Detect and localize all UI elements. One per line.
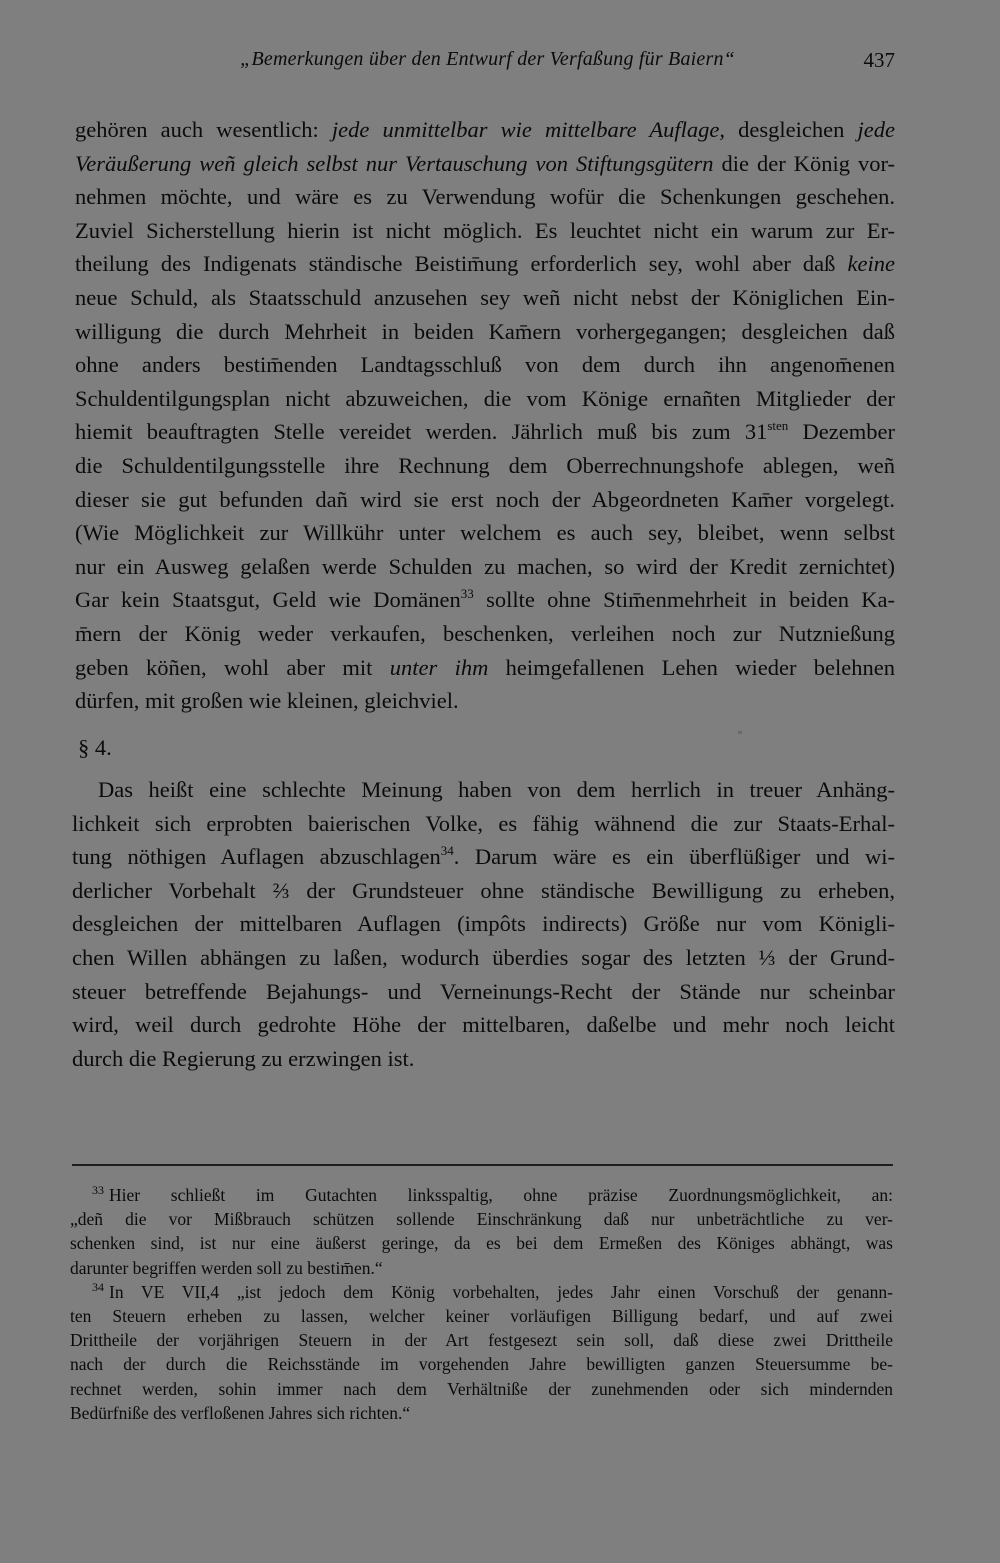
text-run: die der König vor- [713, 150, 895, 176]
text-run: Zuviel Sicherstellung hierin ist nicht möglich. Es leuchtet nicht ein warum zur Er- [75, 217, 895, 243]
section-line [72, 1008, 895, 1042]
footnote-text: nach der durch die Reichsstände im vorgehenden Jahre bewilligten ganzen Steuersumme be- [70, 1354, 893, 1375]
main-paragraph [75, 113, 895, 718]
text-line [75, 315, 895, 349]
text-run: ohne anders bestim̄enden Landtagsschluß von dem durch ihn angenom̄enen [75, 352, 895, 378]
footnote-text: darunter begriffen werden soll zu bestim̄en.“ [70, 1257, 383, 1278]
text-run: derlicher Vorbehalt ⅔ der Grundsteuer ohne ständische Bewilligung zu erheben, [72, 877, 895, 903]
text-run: Gar kein Staatsgut, Geld wie Domänen [75, 587, 461, 613]
italic-text: jede [857, 117, 895, 142]
italic-text: Veräußerung weñ gleich selbst nur Vertauschung von Stiftungsgütern [75, 150, 714, 176]
section-line [72, 1042, 895, 1076]
section-line [72, 975, 895, 1009]
text-run: Dezember [788, 419, 895, 445]
running-title: „Bemerkungen über den Entwurf der Verfaßung für Baiern“ [240, 48, 735, 70]
text-line [75, 348, 895, 382]
footnote-34 [70, 1280, 893, 1425]
text-run: tung nöthigen Auflagen abzuschlagen [72, 844, 441, 870]
footnote-text: In VE VII,4 „ist jedoch dem König vorbehalten, jedes Jahr einen Vorschuß der genann- [109, 1281, 893, 1302]
text-run: Schuldentilgungsplan nicht abzuweichen, die vom Könige ernañten Mitglieder der [75, 385, 895, 411]
text-run: m̄ern der König weder verkaufen, beschenken, verleihen noch zur Nutznießung [75, 620, 895, 646]
footnote-text: rechnet werden, sohin immer nach dem Verhältniße der zunehmenden oder sich mindernden [70, 1378, 893, 1399]
text-line [75, 651, 895, 685]
section-line [72, 907, 895, 941]
text-run: lichkeit sich erprobten baierischen Volke, es fähig wähnend die zur Staats-Erhal- [72, 810, 895, 836]
text-line [75, 281, 895, 315]
text-run: Das heißt eine schlechte Meinung haben von dem herrlich in treuer Anhäng- [98, 777, 895, 802]
text-run: desgleichen [725, 117, 858, 142]
footnote-text: schenken sind, ist nur eine äußerst geringe, da es bei dem Ermeßen des Königes abhängt, was [70, 1233, 893, 1254]
text-run: gehören auch wesentlich: [75, 117, 332, 142]
footnote-line [70, 1280, 893, 1304]
text-run: geben köñen, wohl aber mit [75, 654, 390, 680]
text-run: (Wie Möglichkeit zur Willkühr unter welchem es auch sey, bleibet, wenn selbst [75, 520, 895, 546]
text-line [75, 247, 895, 281]
footnote-line [70, 1231, 893, 1255]
section-line [72, 840, 895, 874]
text-line [75, 617, 895, 651]
text-run: hiemit beauftragten Stelle vereidet werden. Jährlich muß bis zum 31 [75, 419, 768, 445]
text-run: durch die Regierung zu erzwingen ist. [72, 1045, 415, 1071]
footnote-line [70, 1352, 893, 1376]
italic-text: keine [847, 251, 895, 277]
text-line [75, 449, 895, 483]
footnote-line [70, 1377, 893, 1401]
footnote-line [70, 1207, 893, 1231]
text-run: theilung des Indigenats ständische Beistim̄ung erforderlich sey, wohl aber daß [75, 251, 848, 277]
footnote-line [70, 1183, 893, 1207]
text-run: nur ein Ausweg gelaßen werde Schulden zu machen, so wird der Kredit zernichtet) [75, 553, 895, 579]
section-paragraph [72, 773, 895, 1075]
section-line [72, 807, 895, 841]
text-run: heimgefallenen Lehen wieder belehnen [488, 654, 895, 680]
text-line [75, 684, 895, 718]
footnote-number: 33 [92, 1183, 104, 1197]
footnote-text: Bedürfniße des verfloßenen Jahres sich richten.“ [70, 1402, 411, 1423]
text-line [75, 583, 895, 617]
text-run: steuer betreffende Bejahungs- und Verneinungs-Recht der Stände nur scheinbar [72, 978, 895, 1004]
footnote-reference: 33 [460, 586, 474, 602]
footnote-line [70, 1401, 893, 1425]
footnote-text: „deñ die vor Mißbrauch schützen sollende Einschränkung daß nur unbeträchtliche zu ver- [70, 1209, 893, 1230]
text-run: neue Schuld, als Staatsschuld anzusehen sey weñ nicht nebst der Königlichen Ein- [75, 284, 895, 310]
text-run: sollte ohne Stim̄enmehrheit in beiden Ka- [473, 587, 895, 613]
text-run: dürfen, mit großen wie kleinen, gleichviel. [75, 688, 459, 714]
footnote-text: Drittheile der vorjährigen Steuern in der Art festgesezt sein soll, daß diese zwei Drittheile [70, 1330, 893, 1351]
text-line [75, 483, 895, 517]
page-number: 437 [863, 48, 895, 72]
text-line [75, 382, 895, 416]
footnotes [70, 1183, 893, 1425]
italic-text: unter ihm [389, 654, 489, 680]
text-run: nehmen möchte, und wäre es zu Verwendung wofür die Schenkungen geschehen. [75, 184, 895, 210]
footnote-number: 34 [92, 1279, 104, 1294]
section-line [72, 874, 895, 908]
text-line [75, 214, 895, 248]
section-line [72, 941, 895, 975]
text-run: desgleichen der mittelbaren Auflagen (impôts indirects) Größe nur vom Königli- [72, 911, 895, 937]
italic-text: jede unmittelbar wie mittelbare Auflage, [331, 117, 725, 142]
footnote-33 [70, 1183, 893, 1280]
footnote-reference: sten [767, 418, 789, 434]
section-heading: § 4. [78, 735, 112, 760]
text-line [75, 113, 895, 147]
footnote-rule [72, 1164, 893, 1166]
text-line [75, 147, 895, 181]
text-run: dieser sie gut befunden dañ wird sie erst noch der Abgeordneten Kam̄er vorgelegt. [75, 486, 895, 512]
footnote-text: Hier schließt im Gutachten linksspaltig, ohne präzise Zuordnungsmöglichkeit, an: [109, 1185, 893, 1205]
text-line [75, 516, 895, 550]
text-run: wird, weil durch gedrohte Höhe der mittelbaren, daßelbe und mehr noch leicht [72, 1012, 895, 1038]
footnote-line [70, 1256, 893, 1280]
text-line [75, 550, 895, 584]
text-run: willigung die durch Mehrheit in beiden Kam̄ern vorhergegangen; desgleichen daß [75, 318, 895, 344]
footnote-reference: 34 [440, 843, 454, 859]
text-run: die Schuldentilgungsstelle ihre Rechnung dem Oberrechnungshofe ablegen, weñ [75, 452, 895, 478]
footnote-text: ten Steuern erheben zu lassen, welcher keiner vorläufigen Billigung bedarf, und auf zwei [70, 1306, 893, 1327]
text-run: chen Willen abhängen zu laßen, wodurch überdies sogar des letzten ⅓ der Grund- [72, 944, 895, 970]
footnote-line [70, 1304, 893, 1328]
section-line [72, 773, 895, 807]
scan-speck [738, 731, 742, 734]
footnote-line [70, 1328, 893, 1352]
text-run: . Darum wäre es ein überflüßiger und wi- [453, 844, 896, 870]
running-header [80, 48, 895, 78]
text-line [75, 180, 895, 214]
text-line [75, 415, 895, 449]
